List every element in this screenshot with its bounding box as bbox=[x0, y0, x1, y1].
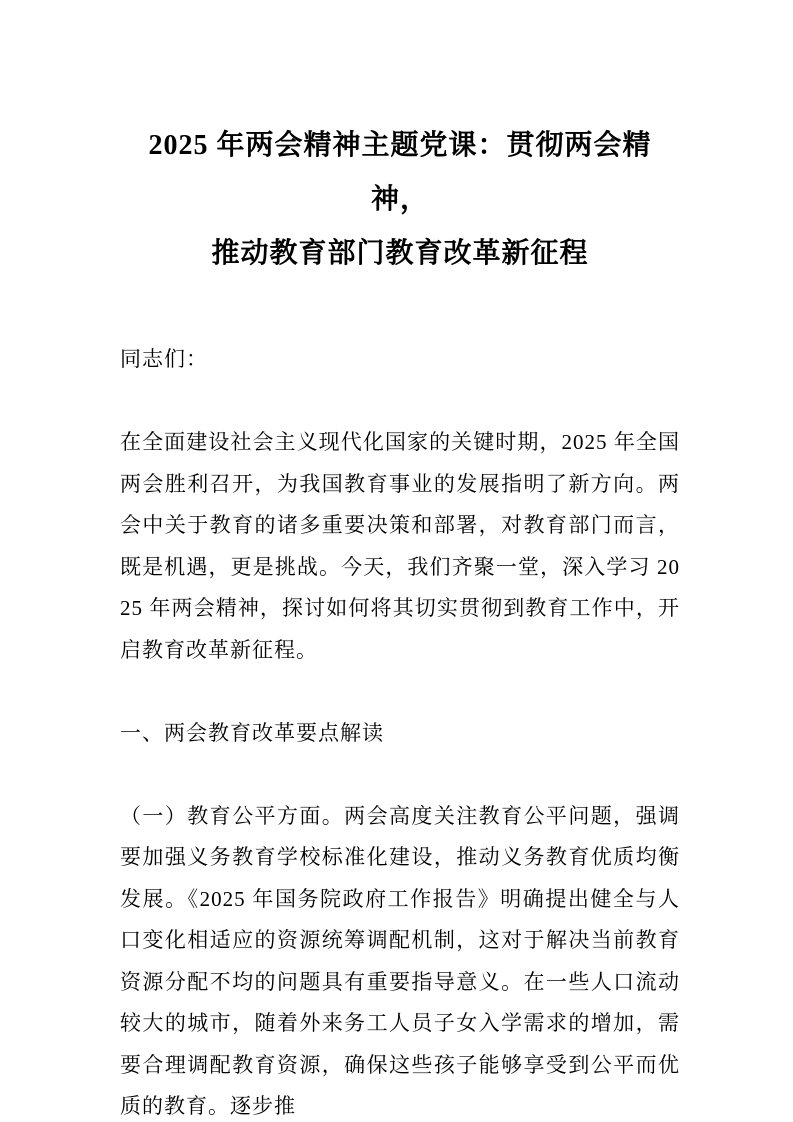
document-title-line-1: 2025 年两会精神主题党课：贯彻两会精神， bbox=[148, 130, 652, 215]
intro-paragraph: 在全面建设社会主义现代化国家的关键时期，2025 年全国两会胜利召开，为我国教育事业的发展指明了新方向。两会中关于教育的诸多重要决策和部署，对教育部门而言，既是机遇，更是挑战。今天，我们齐聚一堂，深入学习 2025 年两会精神，探讨如何将其切实贯彻到教育工作中，开启教育改革新征程。 bbox=[120, 430, 680, 662]
document-title bbox=[120, 119, 680, 281]
salutation: 同志们： bbox=[120, 347, 208, 371]
section-paragraph: （一）教育公平方面。两会高度关注教育公平问题，强调要加强义务教育学校标准化建设，推动义务教育优质均衡发展。《2025 年国务院政府工作报告》明确提出健全与人口变化相适应的资源统筹调配机制，这对于解决当前教育资源分配不均的问题具有重要指导意义。在一些人口流动较大的城市，随着外来务工人员子女入学需求的增加，需要合理调配教育资源，确保这些孩子能够享受到公平而优质的教育。逐步推 bbox=[120, 803, 680, 1118]
document-title-line-2: 推动教育部门教育改革新征程 bbox=[211, 238, 589, 269]
section-heading: 一、两会教育改革要点解读 bbox=[120, 720, 384, 745]
